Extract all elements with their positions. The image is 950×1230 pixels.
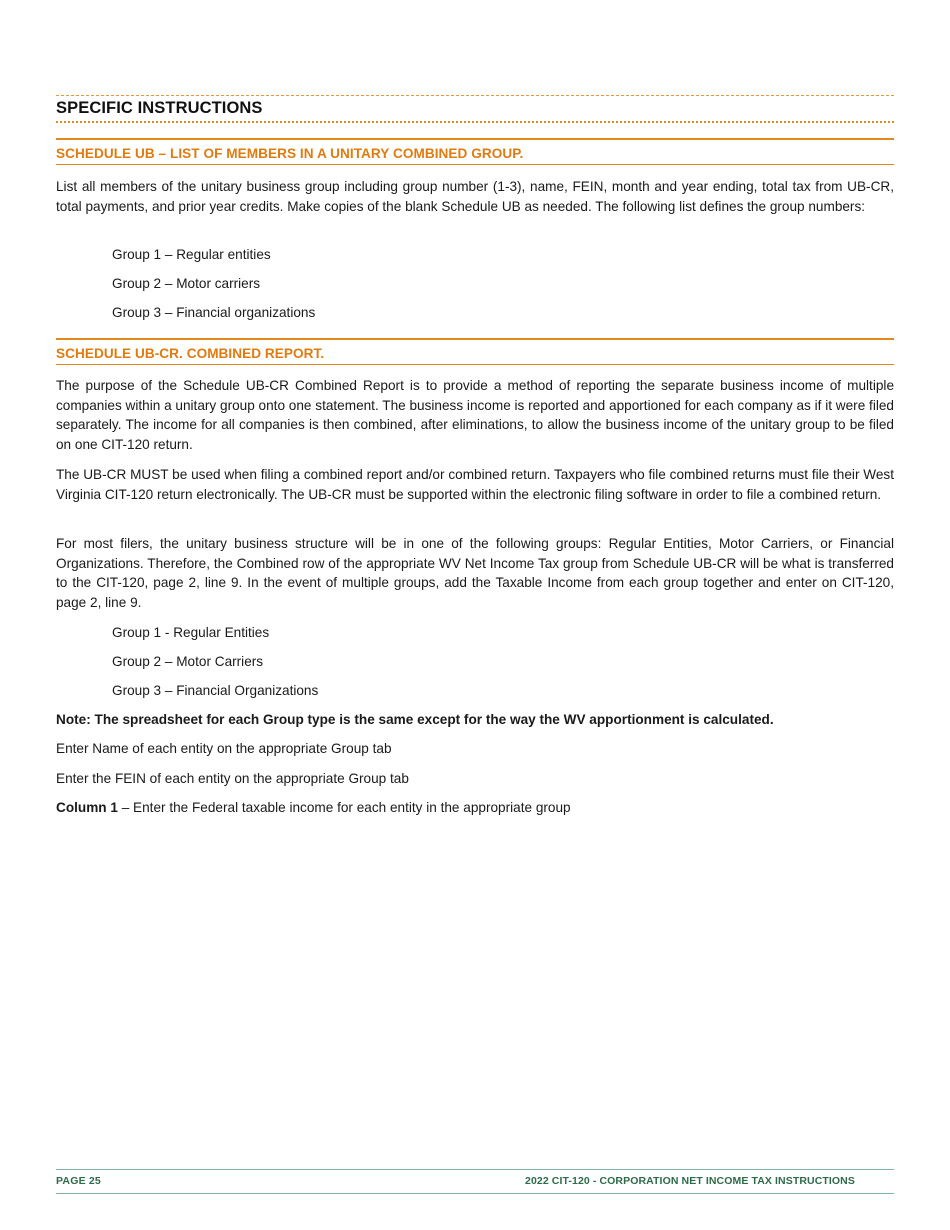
ubcr-paragraph-must-use: The UB-CR MUST be used when filing a combined report and/or combined return. Taxpayers who file combined returns must file their West Virginia CIT-120 return electronically. The UB-CR must be supported within the electronic filing software in order to file a combined return. [56, 467, 894, 502]
ubcr-paragraph-groups: For most filers, the unitary business structure will be in one of the following groups: Regular Entities, Motor Carriers, or Financial Organizations. Therefore, the Combined row of the appropriate WV Net Income Tax group from Schedule UB-CR will be what is transferred to the CIT-120, page 2, line 9. In the event of multiple groups, add the Taxable Income from each group together and enter on CIT-120, page 2, line 9. [56, 536, 894, 610]
schedule-ub-intro: List all members of the unitary business group including group number (1-3), name, FEIN, month and year ending, total tax from UB-CR, total payments, and prior year credits. Make copies of the blank Schedule UB as needed. The following list defines the group numbers: [56, 179, 894, 214]
column-1-text: – Enter the Federal taxable income for each entity in the appropriate group [117, 800, 571, 815]
ubcr-group-1: Group 1 - Regular Entities [112, 625, 270, 640]
heading-dotted-rule [56, 121, 894, 123]
schedule-ubcr-heading: SCHEDULE UB-CR. COMBINED REPORT. [56, 338, 894, 365]
page-title: SPECIFIC INSTRUCTIONS [56, 99, 263, 117]
footer-document-title: 2022 CIT-120 - CORPORATION NET INCOME TAX INSTRUCTIONS [525, 1175, 855, 1187]
document-page [56, 0, 894, 1230]
ubcr-paragraph-purpose: The purpose of the Schedule UB-CR Combined Report is to provide a method of reporting the separate business income of multiple companies within a unitary group onto one statement. The business income is reported and apportioned for each company as if it were filed separately. The income for all companies is then combined, after eliminations, to allow the business income of the unitary group to be filed on one CIT-120 return. [56, 378, 894, 452]
column-1-label: Column 1 [56, 800, 118, 815]
ubcr-group-3: Group 3 – Financial Organizations [112, 683, 319, 698]
ubcr-group-2: Group 2 – Motor Carriers [112, 654, 264, 669]
ub-group-2: Group 2 – Motor carriers [112, 276, 261, 291]
ub-group-3: Group 3 – Financial organizations [112, 305, 316, 320]
schedule-ub-heading: SCHEDULE UB – LIST OF MEMBERS IN A UNITARY COMBINED GROUP. [56, 138, 894, 165]
ub-group-1: Group 1 – Regular entities [112, 247, 271, 262]
top-dashed-rule [56, 95, 894, 96]
ubcr-note: Note: The spreadsheet for each Group type is the same except for the way the WV apportionment is calculated. [56, 712, 774, 727]
column-1-instruction [56, 798, 571, 818]
footer-page-number: PAGE 25 [56, 1175, 101, 1187]
enter-fein-instruction: Enter the FEIN of each entity on the appropriate Group tab [56, 771, 409, 786]
enter-name-instruction: Enter Name of each entity on the appropriate Group tab [56, 741, 392, 756]
footer-bottom-rule [56, 1193, 894, 1194]
footer-top-rule [56, 1169, 894, 1170]
